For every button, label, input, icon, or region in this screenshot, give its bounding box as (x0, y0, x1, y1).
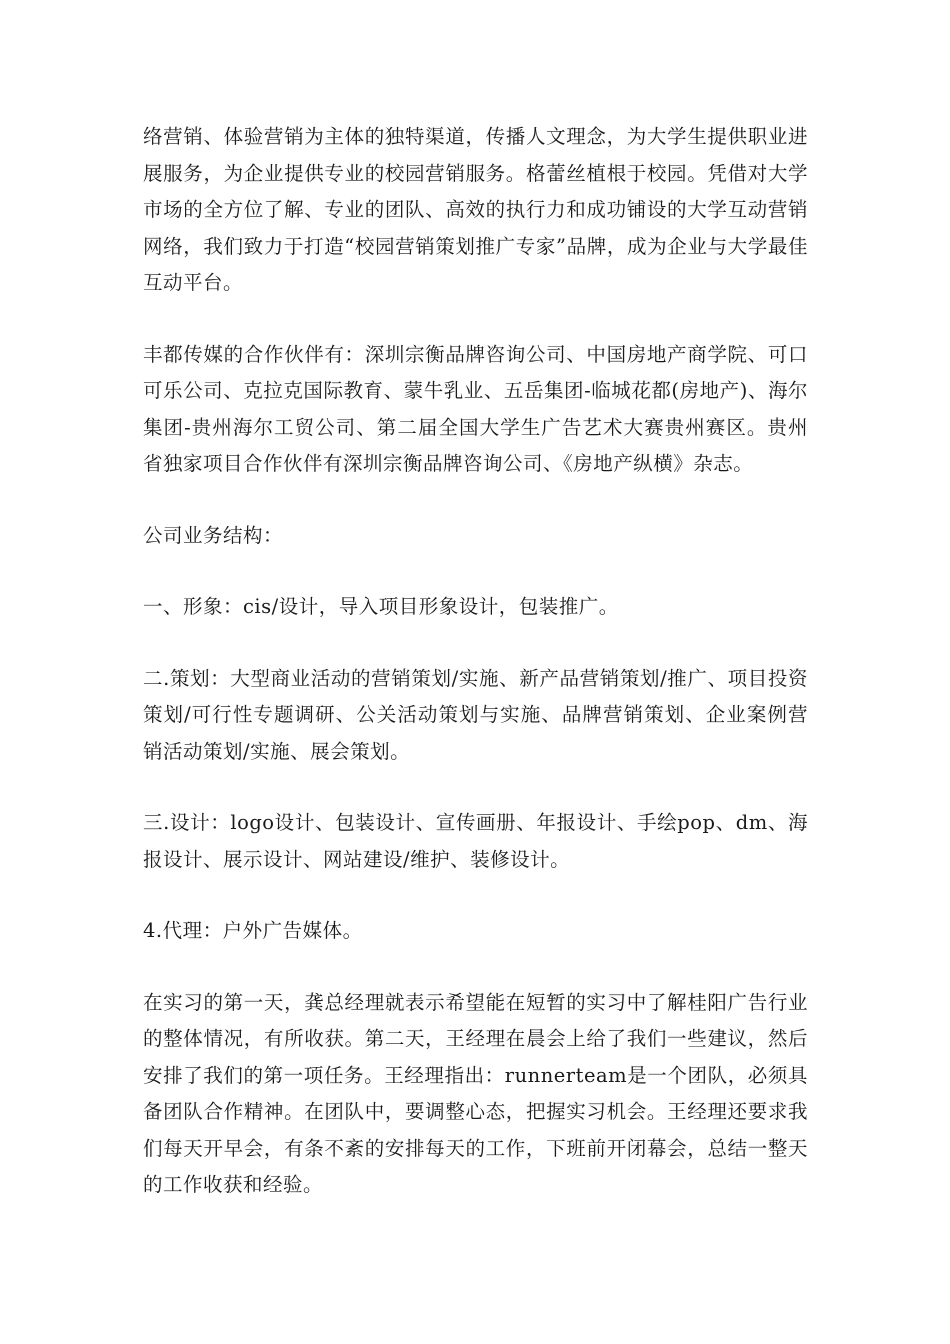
paragraph-business-structure-heading: 公司业务结构： (143, 523, 284, 547)
paragraph-design-service: 三.设计：logo设计、包装设计、宣传画册、年报设计、手绘pop、dm、海报设计、展示设计、网站建设/维护、装修设计。 (143, 811, 808, 871)
paragraph-partners: 丰都传媒的合作伙伴有：深圳宗衡品牌咨询公司、中国房地产商学院、可口可乐公司、克拉克国际教育、蒙牛乳业、五岳集团-临城花都(房地产)、海尔集团-贵州海尔工贸公司、第二届全国大学生广告艺术大赛贵州赛区。贵州省独家项目合作伙伴有深圳宗衡品牌咨询公司、《房地产纵横》杂志。 (143, 342, 808, 475)
paragraph-agency-service: 4.代理：户外广告媒体。 (143, 919, 363, 942)
document-body (143, 119, 808, 1239)
paragraph-image-service: 一、形象：cis/设计，导入项目形象设计，包装推广。 (143, 595, 619, 618)
paragraph-company-intro: 络营销、体验营销为主体的独特渠道，传播人文理念，为大学生提供职业进展服务，为企业提供专业的校园营销服务。格蕾丝植根于校园。凭借对大学市场的全方位了解、专业的团队、高效的执行力和成功铺设的大学互动营销网络，我们致力于打造“校园营销策划推广专家”品牌，成为企业与大学最佳互动平台。 (143, 125, 808, 294)
paragraph-planning-service: 二.策划：大型商业活动的营销策划/实施、新产品营销策划/推广、项目投资策划/可行性专题调研、公关活动策划与实施、品牌营销策划、企业案例营销活动策划/实施、展会策划。 (143, 666, 808, 763)
paragraph-internship: 在实习的第一天，龚总经理就表示希望能在短暂的实习中了解桂阳广告行业的整体情况，有所收获。第二天，王经理在晨会上给了我们一些建议，然后安排了我们的第一项任务。王经理指出：runnerteam是一个团队，必须具备团队合作精神。在团队中，要调整心态，把握实习机会。王经理还要求我们每天开早会，有条不紊的安排每天的工作，下班前开闭幕会，总结一整天的工作收获和经验。 (143, 990, 808, 1196)
